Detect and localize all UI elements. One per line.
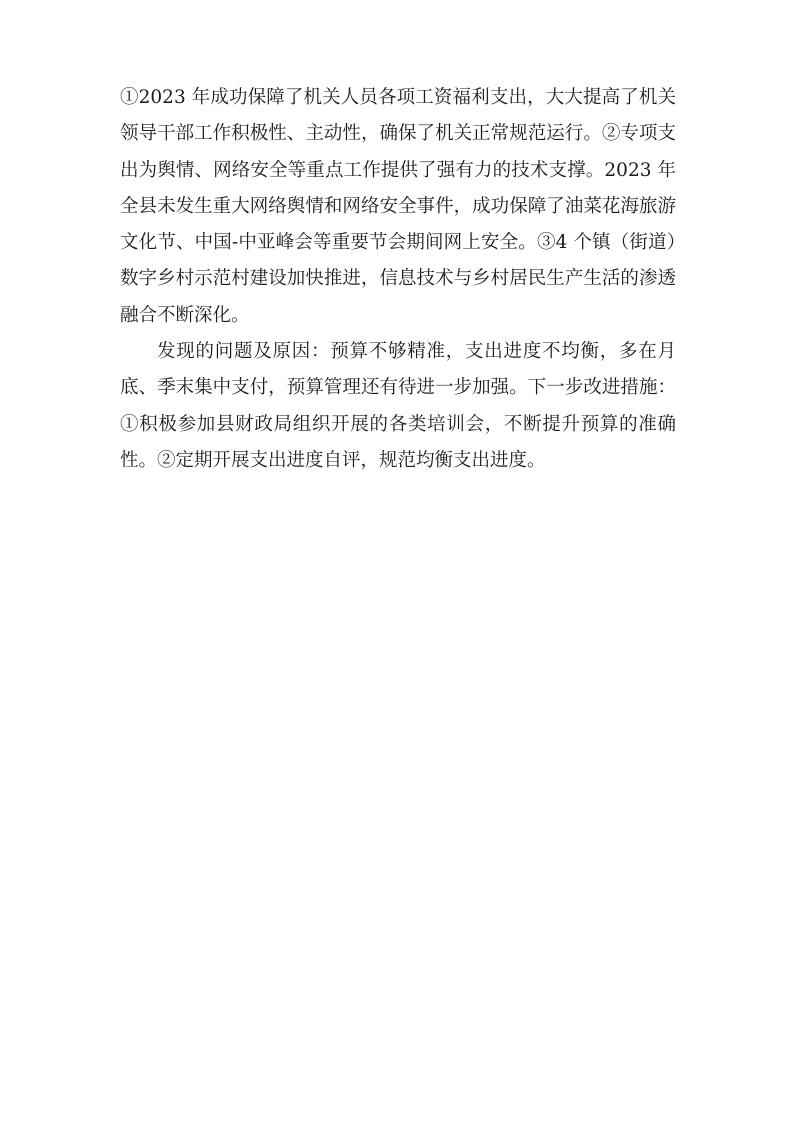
paragraph-issues-and-measures: 发现的问题及原因：预算不够精准，支出进度不均衡，多在月底、季末集中支付，预算管理还有待进一步加强。下一步改进措施：①积极参加县财政局组织开展的各类培训会，不断提升预算的准确性。②定期开展支出进度自评，规范均衡支出进度。 xyxy=(120,341,676,471)
document-body xyxy=(120,80,676,479)
paragraph-outcomes: ①2023 年成功保障了机关人员各项工资福利支出，大大提高了机关领导干部工作积极性、主动性，确保了机关正常规范运行。②专项支出为舆情、网络安全等重点工作提供了强有力的技术支撑。2023 年全县未发生重大网络舆情和网络安全事件，成功保障了油菜花海旅游文化节、中国-中亚峰会等重要节会期间网上安全。③4 个镇（街道）数字乡村示范村建设加快推进，信息技术与乡村居民生产生活的渗透融合不断深化。 xyxy=(120,87,676,326)
